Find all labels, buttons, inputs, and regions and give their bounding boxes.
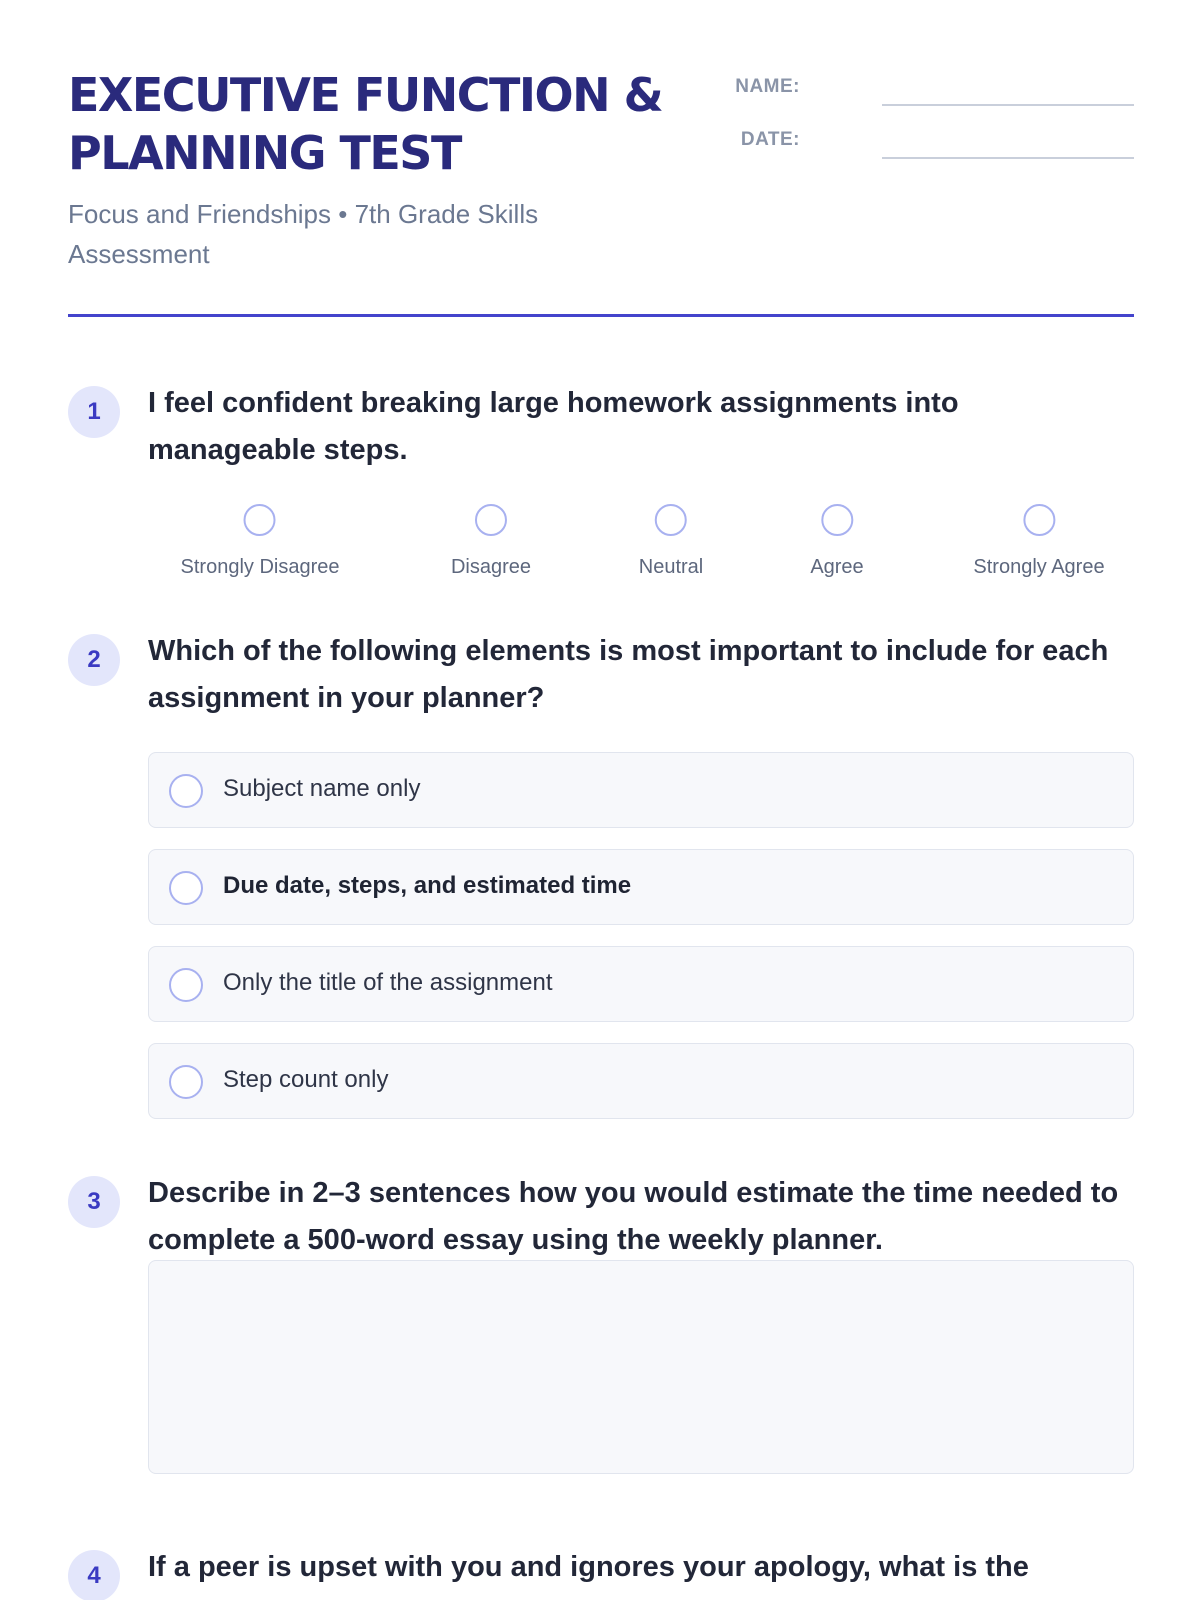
likert-option-neutral[interactable]	[639, 504, 703, 579]
likert-label: Strongly Agree	[973, 556, 1105, 578]
option-label: Step count only	[223, 1066, 389, 1093]
answer-option[interactable]	[148, 946, 1134, 1022]
radio-button[interactable]	[475, 504, 507, 536]
radio-button[interactable]	[169, 871, 203, 905]
option-label: Subject name only	[223, 775, 421, 802]
question-text: Which of the following elements is most important to include for each assignment in your planner?	[148, 635, 1109, 714]
answer-option[interactable]	[148, 1043, 1134, 1119]
question-number-badge: 2	[68, 634, 120, 686]
radio-button[interactable]	[244, 504, 276, 536]
radio-button[interactable]	[169, 1065, 203, 1099]
radio-button[interactable]	[1023, 504, 1055, 536]
page-title	[68, 66, 708, 182]
date-line[interactable]	[882, 157, 1134, 159]
answer-option[interactable]	[148, 849, 1134, 925]
radio-button[interactable]	[169, 968, 203, 1002]
title-line-2: PLANNING TEST	[68, 126, 461, 180]
date-label: DATE:	[740, 129, 800, 150]
radio-button[interactable]	[169, 774, 203, 808]
likert-label: Disagree	[450, 556, 532, 578]
option-label: Only the title of the assignment	[223, 969, 553, 996]
question-text: I feel confident breaking large homework assignments into manageable steps.	[148, 387, 959, 466]
title-line-1: EXECUTIVE FUNCTION &	[68, 68, 663, 122]
answer-textarea[interactable]	[148, 1260, 1134, 1474]
option-label: Due date, steps, and estimated time	[223, 872, 632, 899]
question-text: Describe in 2–3 sentences how you would estimate the time needed to complete a 500-word essay using the weekly planner.	[148, 1177, 1119, 1256]
question-number-badge: 3	[68, 1176, 120, 1228]
radio-button[interactable]	[821, 504, 853, 536]
likert-label: Strongly Disagree	[180, 556, 340, 578]
answer-option[interactable]	[148, 752, 1134, 828]
header-divider	[68, 314, 1134, 317]
page-subtitle: Focus and Friendships • 7th Grade Skills Assessment	[68, 199, 539, 269]
radio-button[interactable]	[655, 504, 687, 536]
name-field[interactable]	[718, 70, 1134, 110]
likert-label: Neutral	[638, 556, 704, 578]
name-label: NAME:	[735, 76, 800, 97]
date-field[interactable]	[718, 123, 1134, 163]
likert-option-strongly-agree[interactable]	[973, 504, 1104, 579]
likert-scale	[148, 504, 1134, 584]
question-text: If a peer is upset with you and ignores your apology, what is the	[148, 1551, 1029, 1583]
likert-option-agree[interactable]	[810, 504, 863, 579]
question-number-badge: 4	[68, 1550, 120, 1600]
name-line[interactable]	[882, 104, 1134, 106]
question-number-badge: 1	[68, 386, 120, 438]
worksheet-page	[68, 0, 1134, 1600]
worksheet-header	[68, 66, 1134, 316]
likert-option-strongly-disagree[interactable]	[181, 504, 340, 579]
likert-option-disagree[interactable]	[451, 504, 531, 579]
likert-label: Agree	[810, 556, 864, 578]
